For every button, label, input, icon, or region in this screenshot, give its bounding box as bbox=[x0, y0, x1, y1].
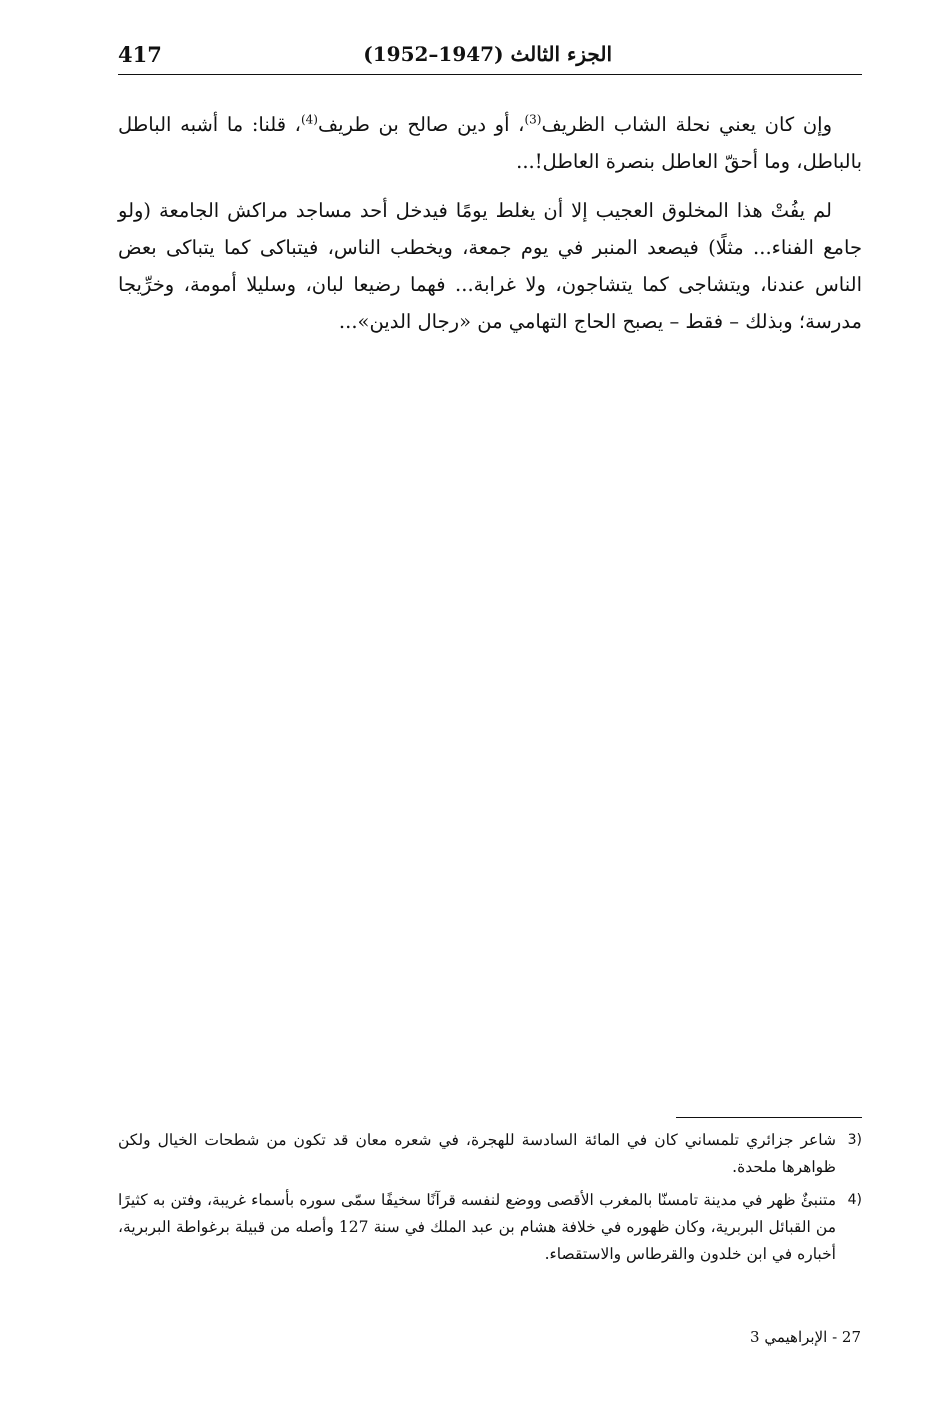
footnote-reference: (4) bbox=[300, 112, 318, 127]
paragraph bbox=[118, 106, 862, 180]
page-number: 417 bbox=[118, 42, 162, 67]
paragraph-text: ، قلنا: ما أشبه الباطل بالباطل، وما أحقّ العاطل بنصرة العاطل!... bbox=[118, 113, 862, 173]
footnotes bbox=[118, 1127, 862, 1274]
running-title: الجزء الثالث (1947–1952) bbox=[363, 42, 612, 66]
page-header bbox=[118, 38, 862, 75]
footnote bbox=[118, 1127, 862, 1181]
printer-signature: 27 - الإبراهيمي 3 bbox=[750, 1328, 861, 1346]
footnote-number: 3) bbox=[847, 1132, 862, 1148]
footnote-number: 4) bbox=[847, 1192, 862, 1208]
paragraph: لم يفُتْ هذا المخلوق العجيب إلا أن يغلط يومًا فيدخل أحد مساجد مراكش الجامعة (ولو جامع الفناء... مثلًا) فيصعد المنبر في يوم جمعة، ويخطب الناس، فيتباكى كما يتباكى بعض الناس عندنا، ويتشاجى كما يتشاجون، ولا غرابة... فهما رضيعا لبان، وسليلا أمومة، وخرِّيجا مدرسة؛ وبذلك – فقط – يصبح الحاج التهامي من «رجال الدين»... bbox=[118, 199, 862, 333]
footnote-divider bbox=[676, 1117, 862, 1118]
body-text bbox=[118, 106, 862, 352]
footnote-text: متنبئٌ ظهر في مدينة تامسنّا بالمغرب الأقصى ووضع لنفسه قرآنًا سخيفًا سمّى سوره بأسماء غريبة، وفتن به كثيرًا من القبائل البربرية، وكان ظهوره في خلافة هشام بن عبد الملك في سنة 127 وأصله من قبيلة برغواطة البربرية، أخباره في ابن خلدون والقرطاس والاستقصاء. bbox=[118, 1191, 836, 1263]
footnote-reference: (3) bbox=[524, 112, 542, 127]
footnote bbox=[118, 1187, 862, 1268]
footnote-text: شاعر جزائري تلمساني كان في المائة السادسة للهجرة، في شعره معان قد تكون من شطحات الخيال ولكن ظواهرها ملحدة. bbox=[118, 1131, 836, 1176]
paragraph-text: وإن كان يعني نحلة الشاب الظريف bbox=[541, 113, 832, 136]
paragraph-text: ، أو دين صالح بن طريف bbox=[317, 113, 525, 136]
